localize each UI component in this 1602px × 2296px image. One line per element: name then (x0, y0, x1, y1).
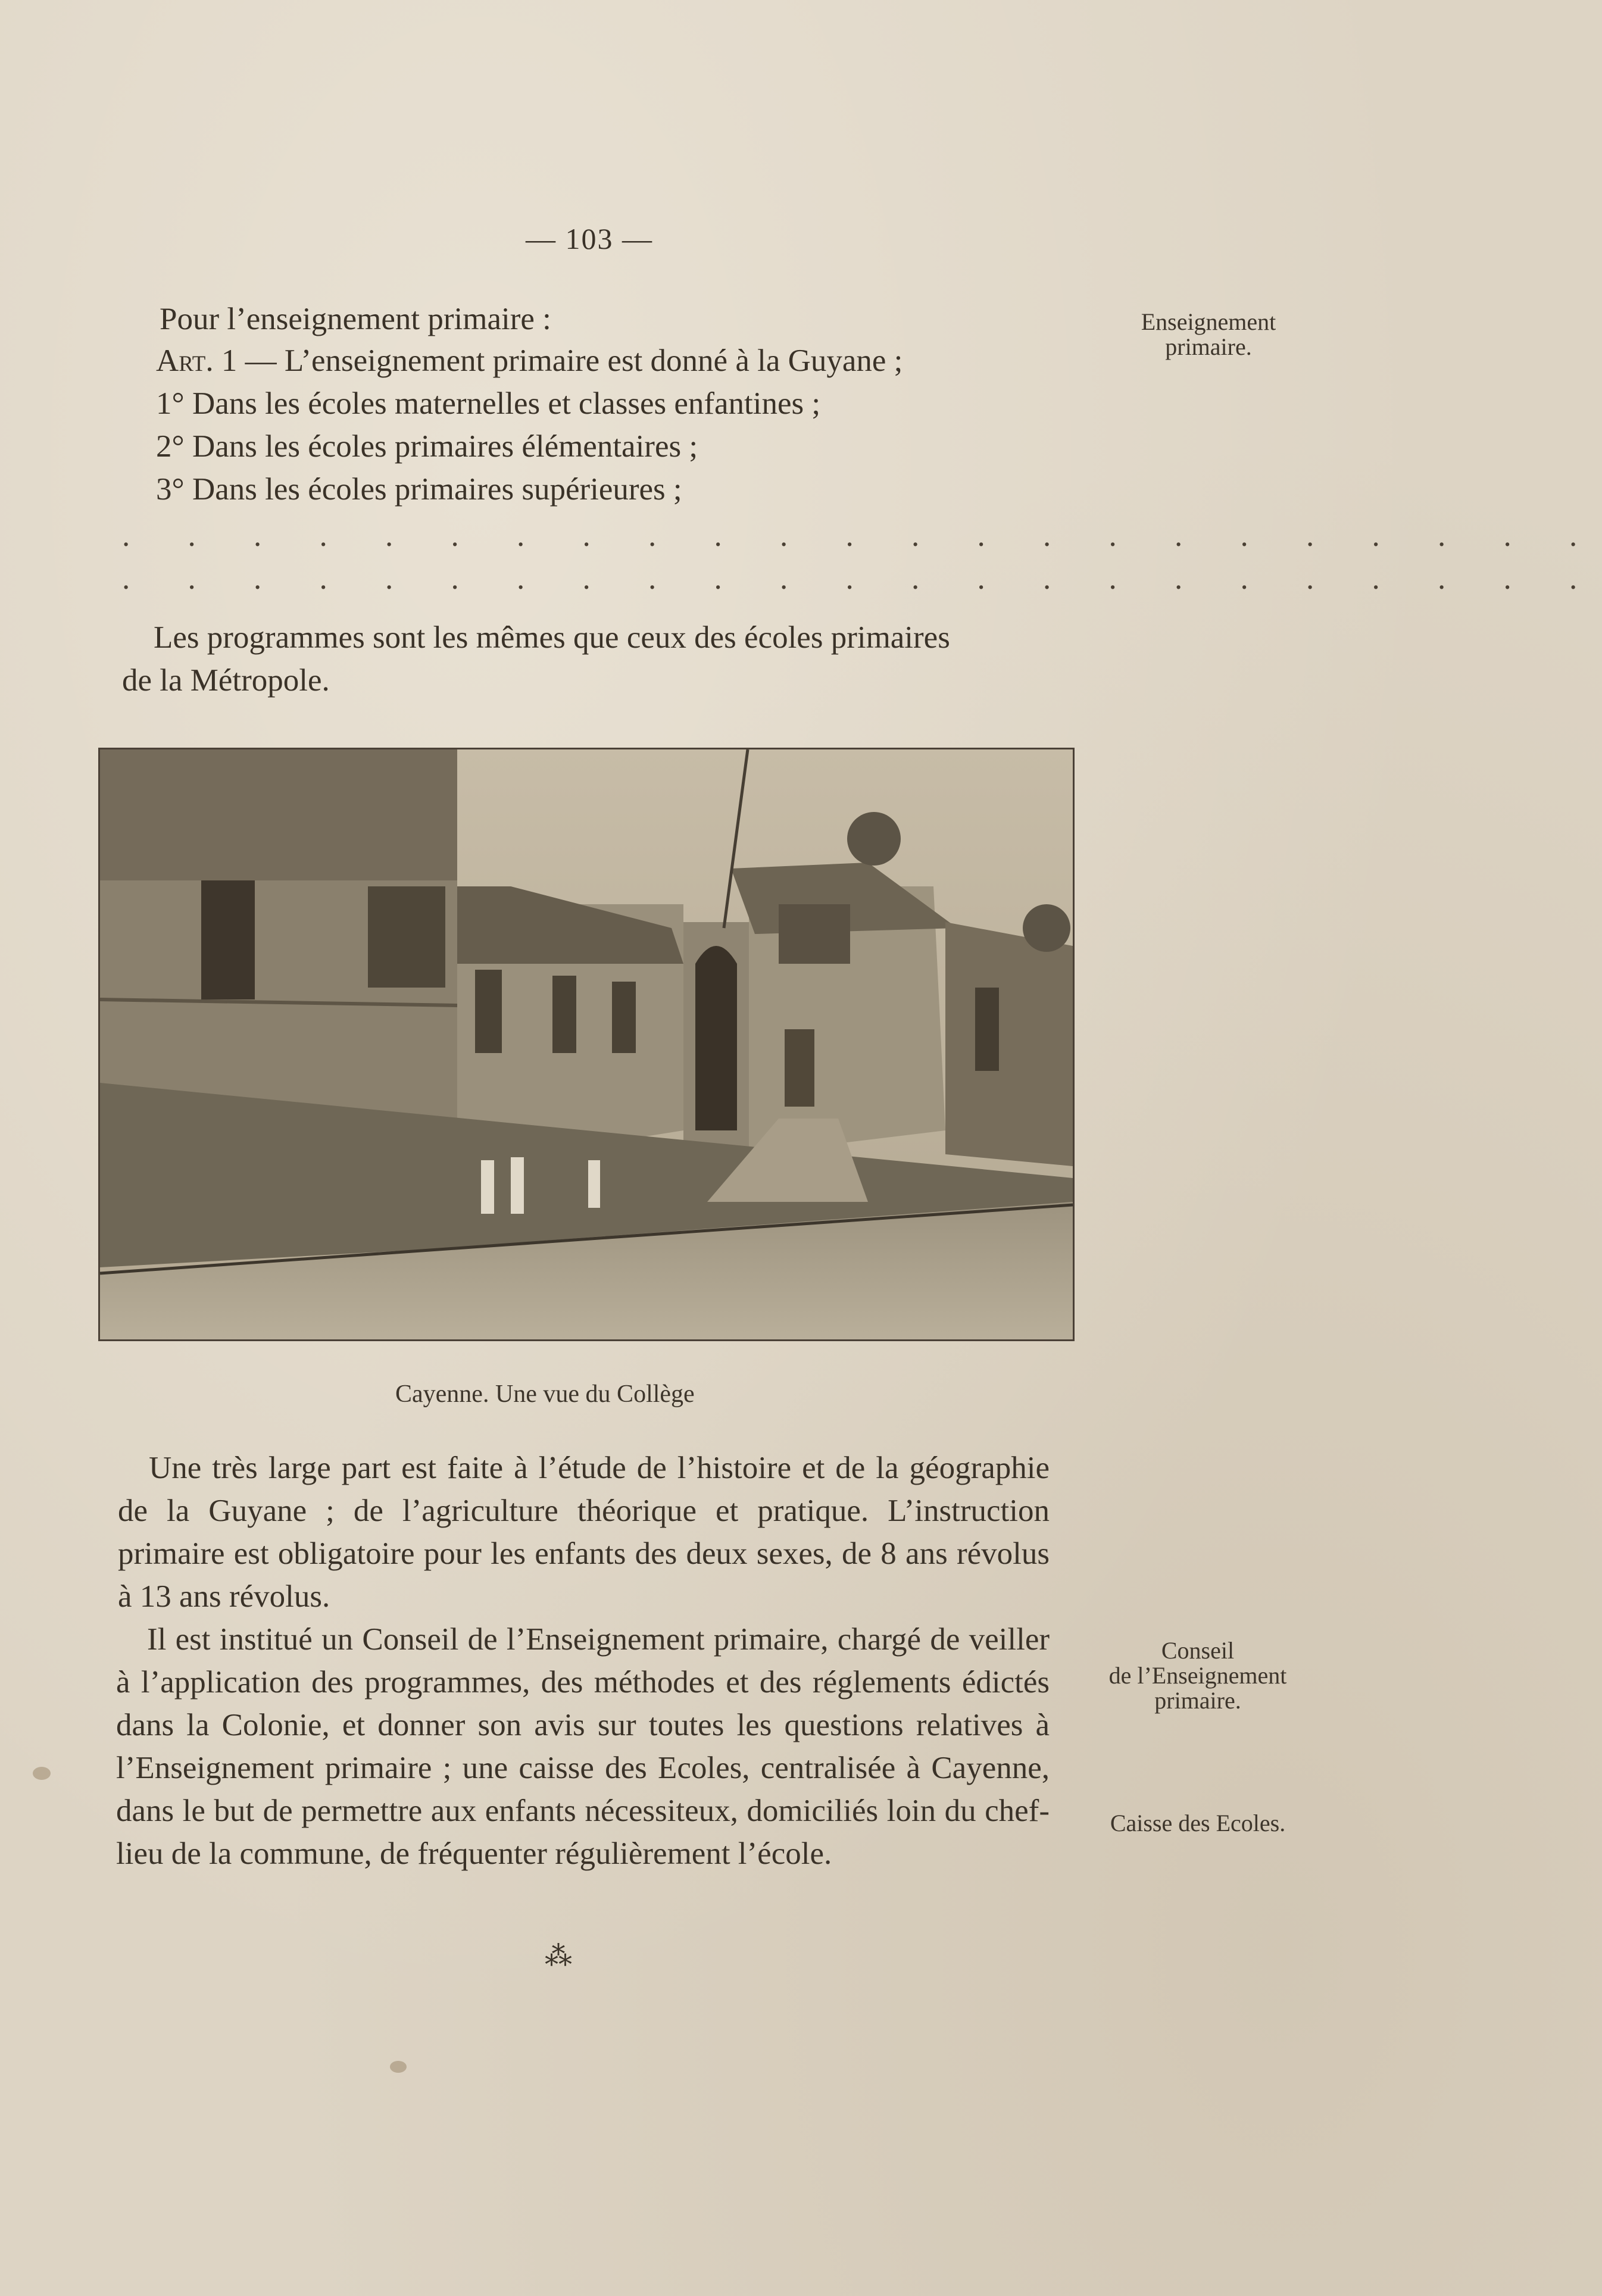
intro-line: Pour l’enseignement primaire : (160, 302, 551, 336)
college-photo-drawing (100, 749, 1073, 1339)
paper-stain (390, 2061, 407, 2073)
margin-note-enseignement (1113, 310, 1304, 360)
article-line (156, 345, 903, 377)
article-text: — L’enseignement primaire est donné à la Guyane ; (245, 343, 903, 378)
ellipsis-row: . . . . . . . . . . . . . . . . . . . . . . . (122, 561, 1602, 596)
programmes-line-1: Les programmes sont les mêmes que ceux des écoles primaires (154, 620, 950, 655)
ellipsis-row: . . . . . . . . . . . . . . . . . . . . . . . (122, 518, 1602, 553)
margin-note-line: Enseignement (1141, 308, 1276, 335)
list-item-3: 3° Dans les écoles primaires supérieures ; (156, 472, 682, 507)
margin-note-line: de l’Enseignement (1108, 1662, 1287, 1689)
photo-caption: Cayenne. Une vue du Collège (395, 1380, 695, 1408)
margin-note-conseil (1091, 1638, 1305, 1713)
margin-note-caisse: Caisse des Ecoles. (1110, 1810, 1286, 1836)
paragraph-1: Une très large part est faite à l’étude de l’histoire et de la géographie de la Guyane ; de l’agriculture théorique et pratique. L’instruction primaire est obligatoire pour les enfants des deux sexes, de 8 ans révolus à 13 ans révolus. (118, 1451, 1050, 1614)
college-photo (98, 748, 1075, 1341)
paper-stain (33, 1767, 51, 1780)
page-number: — 103 — (526, 222, 653, 255)
margin-note-line: primaire. (1165, 333, 1252, 360)
margin-note-line: Conseil (1161, 1637, 1235, 1664)
asterism-ornament: ⁂ (545, 1941, 572, 1971)
programmes-line-2: de la Métropole. (122, 663, 330, 698)
paragraph-2: Il est institué un Conseil de l’Enseignement primaire, chargé de veiller à l’application des programmes, des méthodes et des réglements édictés dans la Colonie, et donner son avis sur toutes les questions relatives à l’Enseignement primaire ; une caisse des Ecoles, centralisée à Cayenne, dans le but de permettre aux enfants nécessiteux, domiciliés loin du chef-lieu de la commune, de fréquenter régulièrement l’école. (116, 1622, 1050, 1871)
margin-note-line: primaire. (1154, 1687, 1241, 1714)
list-item-2: 2° Dans les écoles primaires élémentaires ; (156, 429, 698, 464)
article-label: Art. 1 (156, 343, 238, 378)
list-item-1: 1° Dans les écoles maternelles et classes enfantines ; (156, 386, 821, 421)
